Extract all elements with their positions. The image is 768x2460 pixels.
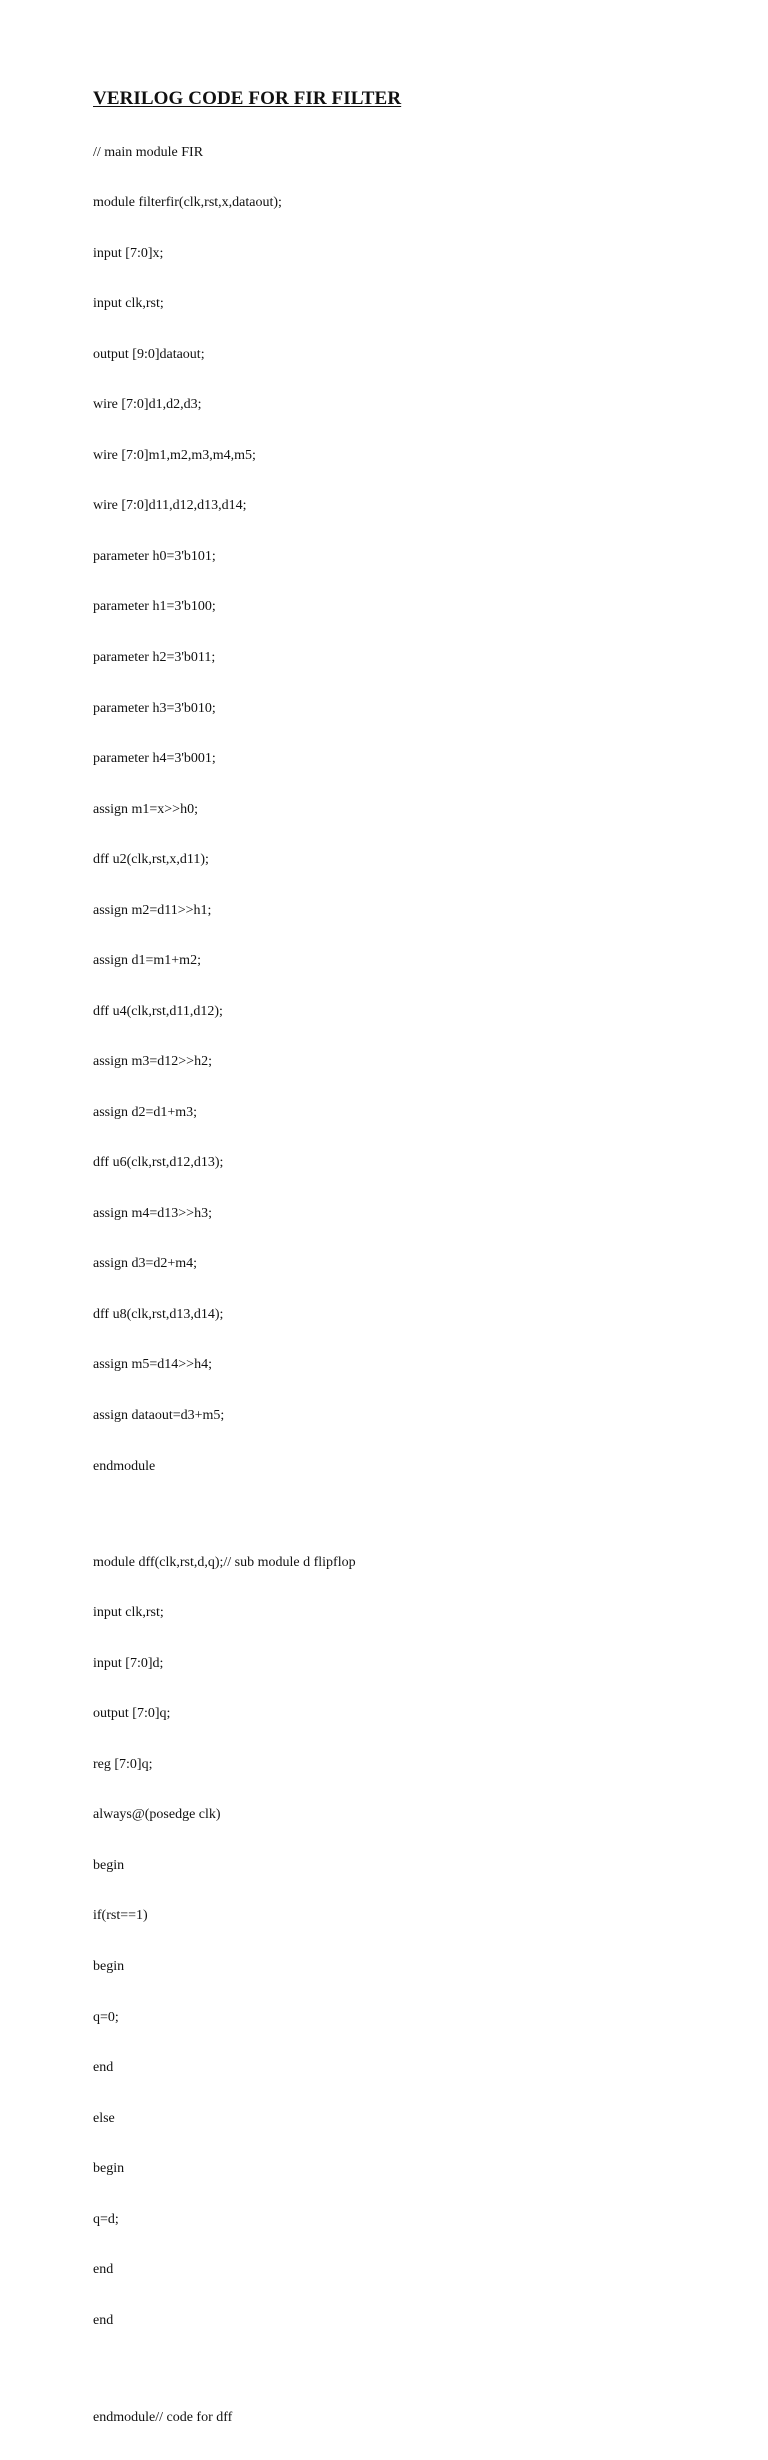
code-line: q=0;	[93, 2009, 119, 2025]
dff-module-code	[93, 1521, 733, 2363]
code-line: output [9:0]dataout;	[93, 346, 205, 362]
code-line: parameter h0=3'b101;	[93, 548, 216, 564]
code-line: if(rst==1)	[93, 1908, 148, 1924]
paragraph-spacer	[93, 2363, 733, 2376]
code-line: always@(posedge clk)	[93, 1807, 221, 1823]
code-line: wire [7:0]m1,m2,m3,m4,m5;	[93, 447, 256, 463]
code-line: assign d1=m1+m2;	[93, 953, 201, 969]
main-module-code	[93, 111, 733, 1509]
code-line: assign m5=d14>>h4;	[93, 1357, 212, 1373]
code-line: input clk,rst;	[93, 1605, 164, 1621]
code-line: dff u2(clk,rst,x,d11);	[93, 852, 209, 868]
code-line: parameter h1=3'b100;	[93, 599, 216, 615]
code-line: q=d;	[93, 2211, 119, 2227]
code-line: input clk,rst;	[93, 296, 164, 312]
document-title: VERILOG CODE FOR FIR FILTER	[93, 88, 402, 109]
code-line: parameter h4=3'b001;	[93, 751, 216, 767]
code-line: // main module FIR	[93, 144, 204, 160]
code-line: end	[93, 2312, 114, 2328]
paragraph-spacer	[93, 1509, 733, 1521]
code-line: else	[93, 2110, 115, 2126]
code-line: assign m2=d11>>h1;	[93, 902, 212, 918]
code-line: assign d2=d1+m3;	[93, 1104, 198, 1120]
code-line: dff u8(clk,rst,d13,d14);	[93, 1306, 224, 1322]
code-line: assign m3=d12>>h2;	[93, 1054, 212, 1070]
code-line: parameter h3=3'b010;	[93, 700, 216, 716]
code-line: dff u6(clk,rst,d12,d13);	[93, 1155, 224, 1171]
code-line: input [7:0]x;	[93, 245, 164, 261]
code-line: end	[93, 2060, 114, 2076]
document-page	[93, 88, 733, 2460]
code-line: wire [7:0]d1,d2,d3;	[93, 397, 202, 413]
code-line: begin	[93, 1958, 125, 1974]
code-line: dff u4(clk,rst,d11,d12);	[93, 1003, 223, 1019]
code-line: endmodule	[93, 1458, 156, 1474]
code-line: endmodule// code for dff	[93, 2409, 233, 2425]
code-line: module dff(clk,rst,d,q);// sub module d flipflop	[93, 1554, 356, 1570]
code-line: module filterfir(clk,rst,x,dataout);	[93, 195, 282, 211]
code-line: wire [7:0]d11,d12,d13,d14;	[93, 498, 247, 514]
code-line: end	[93, 2262, 114, 2278]
code-line: input [7:0]d;	[93, 1655, 164, 1671]
code-line: reg [7:0]q;	[93, 1756, 153, 1772]
closing-code	[93, 2376, 733, 2460]
code-line: assign m4=d13>>h3;	[93, 1205, 212, 1221]
code-line: assign d3=d2+m4;	[93, 1256, 198, 1272]
code-line: assign m1=x>>h0;	[93, 801, 198, 817]
code-line: output [7:0]q;	[93, 1706, 171, 1722]
code-line: parameter h2=3'b011;	[93, 650, 216, 665]
code-line: assign dataout=d3+m5;	[93, 1407, 225, 1423]
code-line: begin	[93, 1857, 125, 1873]
code-line: begin	[93, 2161, 125, 2177]
